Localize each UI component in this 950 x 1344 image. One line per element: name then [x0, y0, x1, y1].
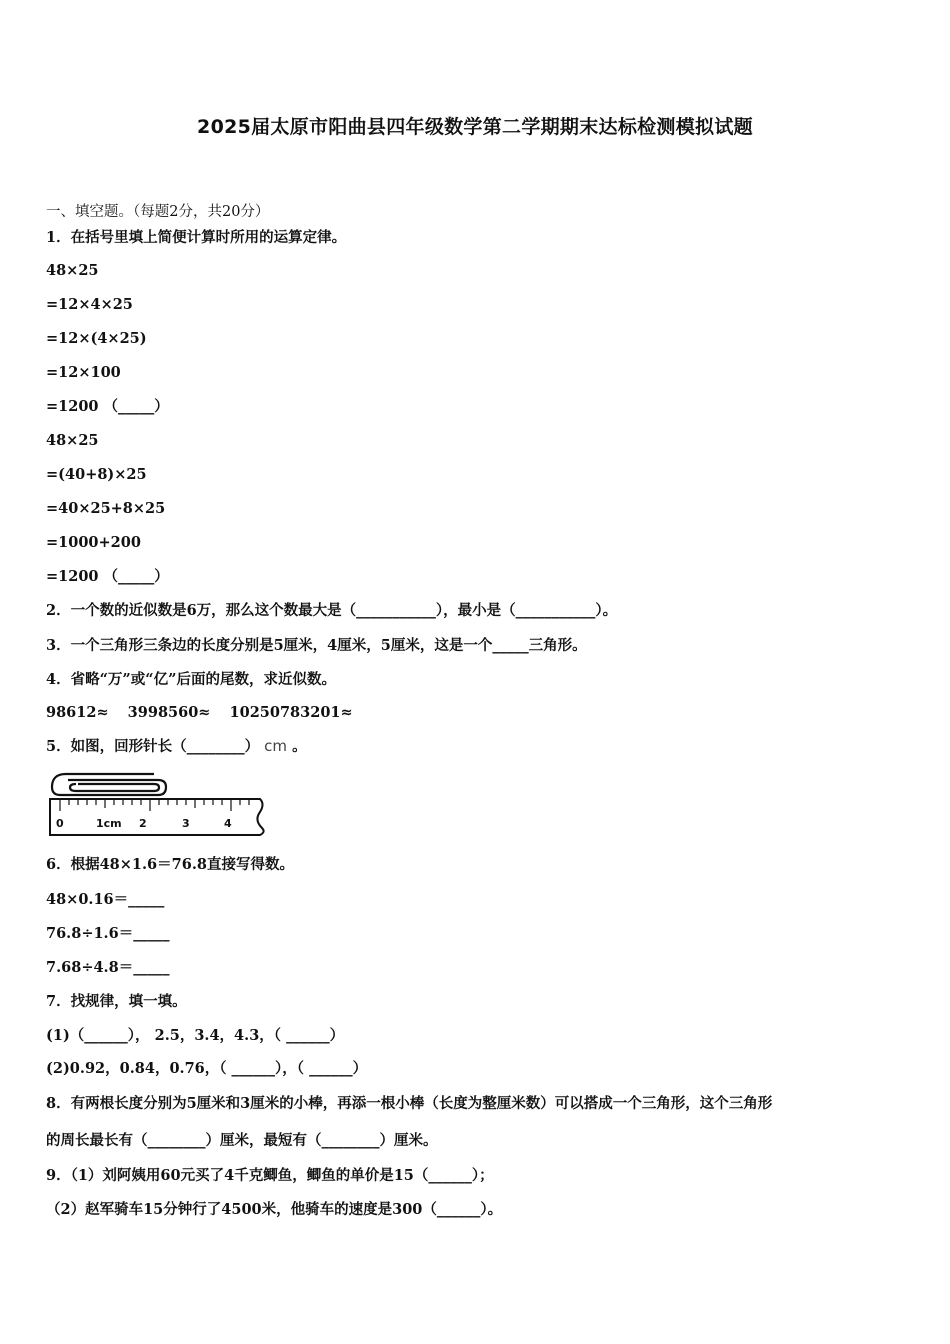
q6-stem: 6．根据48×1.6＝76.8直接写得数。: [46, 856, 294, 873]
page-title: 2025届太原市阳曲县四年级数学第二学期期末达标检测模拟试题: [197, 116, 753, 138]
q9-line1: 9．（1）刘阿姨用60元买了4千克鲫鱼，鲫鱼的单价是15（______）；: [46, 1167, 494, 1184]
q2-text: 2．一个数的近似数是6万，那么这个数最大是（___________），最小是（___________）。: [46, 602, 618, 619]
q1-calc-b-answer: =1200 （_____）: [46, 568, 169, 585]
q1-calc-b-line: =1000+200: [46, 534, 141, 551]
q8-line1: 8．有两根长度分别为5厘米和3厘米的小棒，再添一根小棒（长度为整厘米数）可以搭成一个三角形，这个三角形: [46, 1095, 773, 1112]
q5-end: 。: [292, 738, 307, 755]
ruler-figure-svg: [46, 770, 276, 842]
q5-unit: cm: [264, 737, 288, 755]
q4-item: 10250783201≈: [229, 704, 353, 721]
q1-calc-b-line: 48×25: [46, 432, 99, 449]
q3-text: 3．一个三角形三条边的长度分别是5厘米，4厘米，5厘米，这是一个_____三角形。: [46, 637, 587, 654]
q6-item: 76.8÷1.6＝_____: [46, 925, 170, 942]
q1-calc-a-line: =12×(4×25): [46, 330, 147, 347]
q4-item: 3998560≈: [127, 704, 211, 721]
q4-item: 98612≈: [46, 704, 109, 721]
paperclip-icon: [52, 774, 166, 795]
q7-stem: 7．找规律，填一填。: [46, 993, 187, 1010]
ruler-label: 3: [182, 817, 190, 830]
q1-calc-a-line: =12×4×25: [46, 296, 133, 313]
q8-line2: 的周长最长有（________）厘米，最短有（________）厘米。: [46, 1132, 438, 1149]
ruler-label: 0: [56, 817, 64, 830]
q1-calc-b-line: =(40+8)×25: [46, 466, 147, 483]
q5-stem: 5．如图，回形针长（________）: [46, 738, 260, 755]
q1-calc-a-line: =12×100: [46, 364, 121, 381]
q5-line: [46, 736, 307, 757]
q4-items: [46, 703, 353, 723]
q1-stem: 1．在括号里填上简便计算时所用的运算定律。: [46, 229, 347, 246]
q1-calc-b-line: =40×25+8×25: [46, 500, 166, 517]
ruler-label: 2: [139, 817, 147, 830]
q6-item: 7.68÷4.8＝_____: [46, 959, 170, 976]
q1-calc-a-answer: =1200 （_____）: [46, 398, 169, 415]
q6-item: 48×0.16＝_____: [46, 891, 165, 908]
q7-line1: (1)（______）， 2.5，3.4，4.3，（ ______）: [46, 1027, 345, 1044]
paperclip-ruler-figure: [46, 770, 276, 842]
ruler-label: 1cm: [96, 817, 122, 830]
section-heading: 一、填空题。（每题2分，共20分）: [46, 204, 270, 220]
q1-calc-a-line: 48×25: [46, 262, 99, 279]
q9-line2: （2）赵军骑车15分钟行了4500米，他骑车的速度是300（______）。: [46, 1201, 503, 1218]
ruler-label: 4: [224, 817, 232, 830]
q4-stem: 4．省略“万”或“亿”后面的尾数，求近似数。: [46, 671, 336, 688]
q7-line2: (2)0.92，0.84，0.76，（ ______），（ ______）: [46, 1060, 368, 1077]
